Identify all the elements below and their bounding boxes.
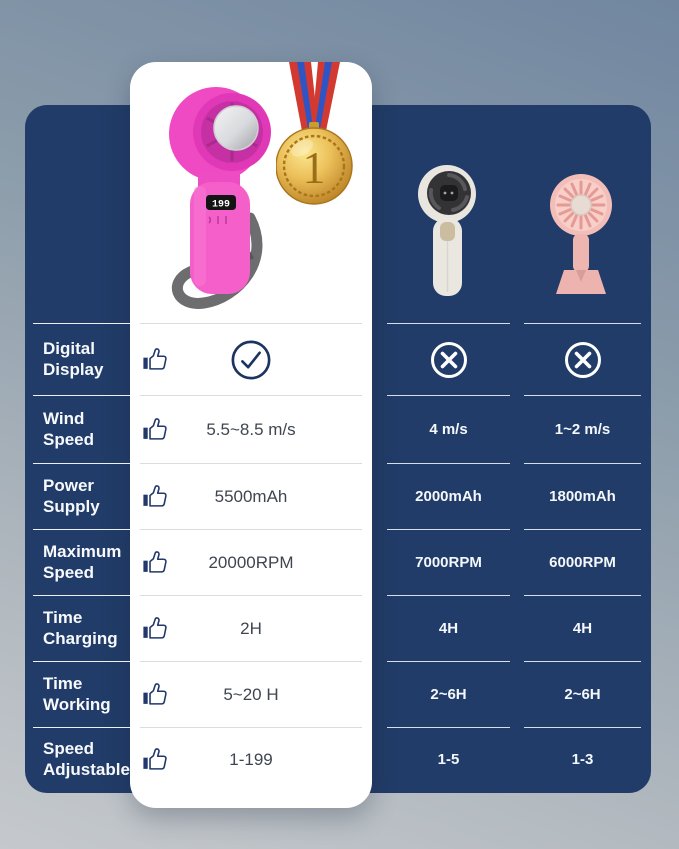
featured-maximum-speed-cell <box>140 529 362 595</box>
fan-center-disc <box>214 106 258 150</box>
featured-fan-image <box>146 76 296 316</box>
competitor-b-time-charging-cell: 4H <box>524 595 641 661</box>
x-circle-icon <box>429 340 469 380</box>
medal-rank-number: 1 <box>302 142 326 193</box>
featured-power-supply-cell <box>140 463 362 529</box>
thumbs-up-icon <box>142 347 170 372</box>
competitor-a-time-charging-cell: 4H <box>387 595 510 661</box>
thumbs-up-icon <box>142 484 170 509</box>
competitor-b-wind-speed-cell: 1~2 m/s <box>524 395 641 463</box>
featured-speed-adjustable-value: 1-199 <box>229 749 273 769</box>
spec-label-wind-speed: Wind Speed <box>33 395 130 463</box>
competitor-b-power-supply-cell: 1800mAh <box>524 463 641 529</box>
competitor-a-spec-column <box>387 323 510 791</box>
thumbs-up-icon <box>142 747 170 772</box>
spec-label-power-supply: Power Supply <box>33 463 130 529</box>
featured-time-working-value: 5~20 H <box>223 684 279 704</box>
fan-display-reading: 199 <box>211 199 231 211</box>
thumbs-up-icon <box>142 682 170 707</box>
thumbs-up-icon <box>142 417 170 442</box>
competitor-b-digital-display-cell <box>524 323 641 395</box>
competitor-a-button <box>440 222 455 241</box>
featured-spec-column <box>140 323 362 791</box>
featured-power-supply-value: 5500mAh <box>214 486 288 506</box>
check-circle-icon <box>230 339 272 381</box>
competitor-a-power-supply-cell: 2000mAh <box>387 463 510 529</box>
competitor-a-display <box>440 185 458 201</box>
featured-wind-speed-value: 5.5~8.5 m/s <box>206 419 296 439</box>
featured-maximum-speed-value: 20000RPM <box>208 552 294 572</box>
first-place-medal <box>276 62 354 208</box>
competitor-a-digital-display-cell <box>387 323 510 395</box>
competitor-a-fan-image <box>391 162 505 312</box>
competitor-a-time-working-cell: 2~6H <box>387 661 510 727</box>
spec-label-maximum-speed: Maximum Speed <box>33 529 130 595</box>
featured-time-working-cell <box>140 661 362 727</box>
x-circle-icon <box>563 340 603 380</box>
spec-label-speed-adjustable: Speed Adjustable <box>33 727 130 791</box>
thumbs-up-icon <box>142 616 170 641</box>
competitor-b-spec-column <box>524 323 641 791</box>
spec-label-time-working: Time Working <box>33 661 130 727</box>
competitor-a-speed-adjustable-cell: 1-5 <box>387 727 510 791</box>
featured-wind-speed-cell <box>140 395 362 463</box>
competitor-a-maximum-speed-cell: 7000RPM <box>387 529 510 595</box>
competitor-b-fan-image <box>526 168 640 300</box>
spec-label-column <box>33 323 130 791</box>
featured-digital-display-cell <box>140 323 362 395</box>
spec-label-time-charging: Time Charging <box>33 595 130 661</box>
competitor-a-wind-speed-cell: 4 m/s <box>387 395 510 463</box>
thumbs-up-icon <box>142 550 170 575</box>
featured-time-charging-cell <box>140 595 362 661</box>
spec-label-digital-display: Digital Display <box>33 323 130 395</box>
competitor-b-speed-adjustable-cell: 1-3 <box>524 727 641 791</box>
competitor-b-maximum-speed-cell: 6000RPM <box>524 529 641 595</box>
featured-speed-adjustable-cell <box>140 727 362 791</box>
featured-time-charging-value: 2H <box>240 618 262 638</box>
competitor-b-time-working-cell: 2~6H <box>524 661 641 727</box>
